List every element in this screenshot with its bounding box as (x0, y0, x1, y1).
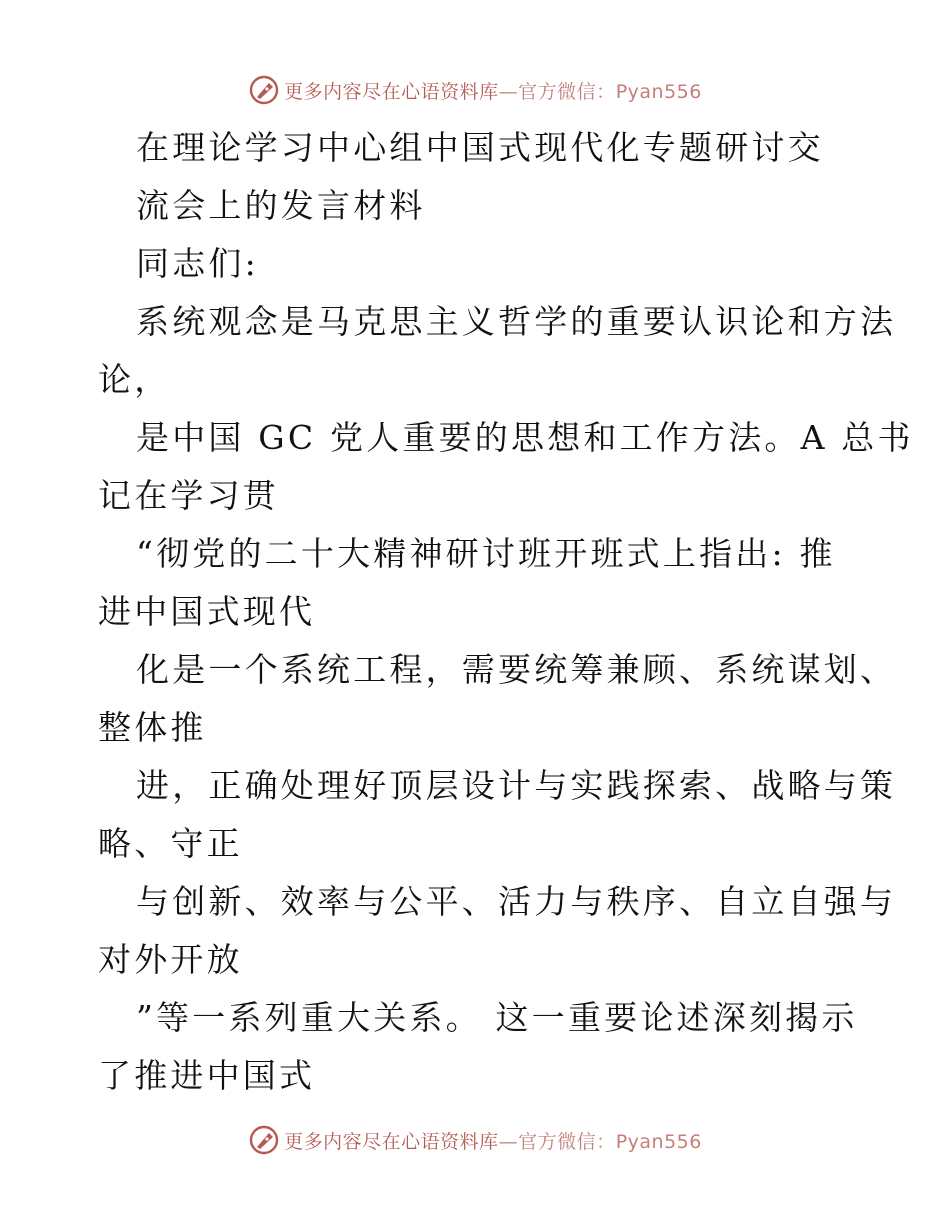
footer-banner-separator: — (498, 1130, 519, 1153)
header-wechat-label: 官方微信： (518, 80, 616, 103)
footer-banner-text (284, 1127, 702, 1154)
paragraph-line: 论， (98, 360, 171, 399)
paragraph-line: 了推进中国式 (98, 1056, 316, 1095)
footer-banner-main: 更多内容尽在心语资料库 (284, 1130, 499, 1153)
document-title-line-1: 在理论学习中心组中国式现代化专题研讨交 (136, 128, 824, 167)
footer-wechat-id: Pyan556 (615, 1130, 702, 1153)
header-banner (0, 70, 950, 110)
paragraph-line: 进中国式现代 (98, 592, 316, 631)
salutation: 同志们: (136, 244, 259, 283)
paragraph-line: 对外开放 (98, 940, 243, 979)
paragraph-line: 是中国 GC 党人重要的思想和工作方法。A 总书 (136, 418, 914, 457)
footer-banner (0, 1120, 950, 1160)
pen-nib-logo-icon (248, 1124, 280, 1156)
header-wechat-id: Pyan556 (615, 80, 702, 103)
document-title-line-2: 流会上的发言材料 (136, 186, 426, 225)
paragraph-line: 记在学习贯 (98, 476, 279, 515)
paragraph-line: “彻党的二十大精神研讨班开班式上指出: 推 (136, 534, 836, 573)
header-banner-text (284, 77, 702, 104)
footer-wechat-label: 官方微信： (518, 1130, 616, 1153)
header-banner-separator: — (498, 80, 519, 103)
paragraph-line: ”等一系列重大关系。 这一重要论述深刻揭示 (136, 998, 858, 1037)
header-banner-main: 更多内容尽在心语资料库 (284, 80, 499, 103)
paragraph-line: 化是一个系统工程，需要统筹兼顾、系统谋划、 (136, 650, 897, 689)
pen-nib-logo-icon (248, 74, 280, 106)
paragraph-line: 系统观念是马克思主义哲学的重要认识论和方法 (136, 302, 897, 341)
paragraph-line: 略、守正 (98, 824, 243, 863)
paragraph-line: 与创新、效率与公平、活力与秩序、自立自强与 (136, 882, 897, 921)
paragraph-line: 进，正确处理好顶层设计与实践探索、战略与策 (136, 766, 897, 805)
paragraph-line: 整体推 (98, 708, 207, 747)
